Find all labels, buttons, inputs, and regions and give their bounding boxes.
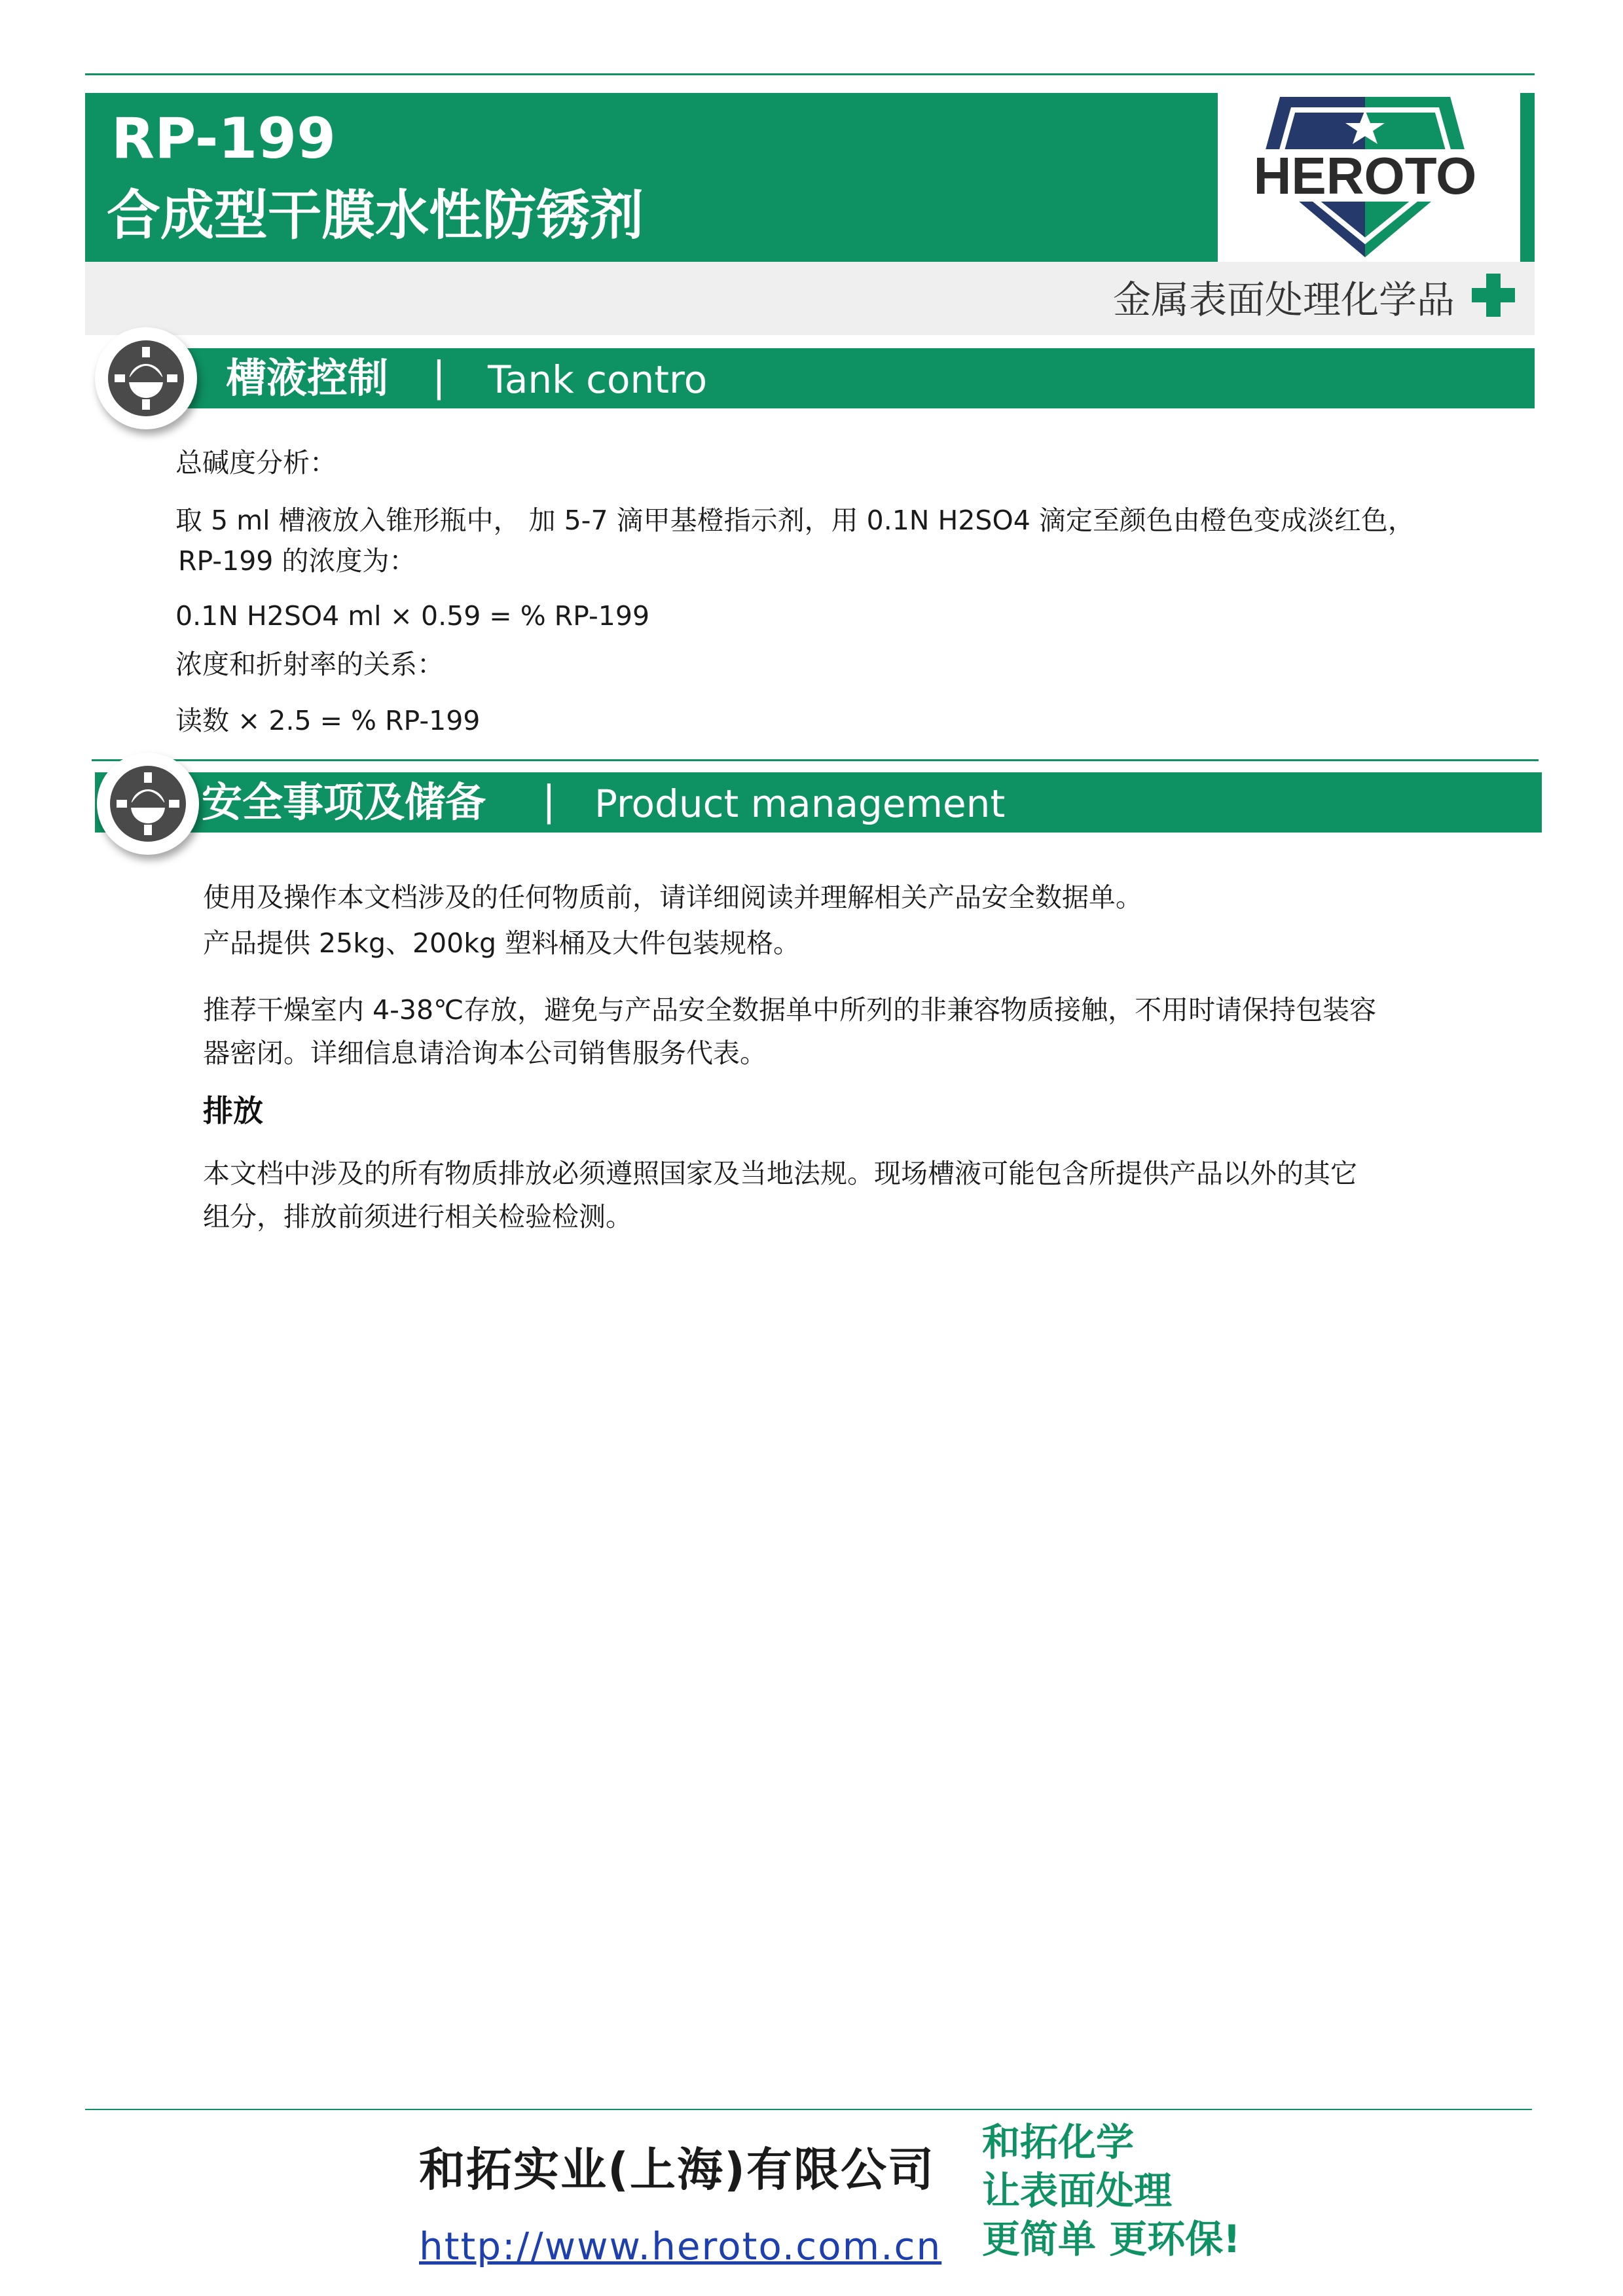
- discharge-line-2: 组分，排放前须进行相关检验检测。: [203, 1201, 632, 1232]
- product-name: 合成型干膜水性防锈剂: [107, 185, 644, 247]
- gear-helmet-icon: [95, 327, 197, 429]
- tank-line-5: 浓度和折射率的关系：: [175, 649, 444, 680]
- discharge-line-1: 本文档中涉及的所有物质排放必须遵照国家及当地法规。现场槽液可能包含所提供产品以外的其它: [203, 1158, 1357, 1189]
- safety-line-2: 产品提供 25kg、200kg 塑料桶及大件包装规格。: [203, 927, 801, 959]
- section-divider: [92, 759, 1539, 761]
- shield-star-logo-icon: [1228, 84, 1503, 267]
- section-title-safety-cn: 安全事项及储备: [202, 778, 486, 826]
- heroto-logo: [1228, 84, 1503, 267]
- section-title-separator: |: [432, 353, 446, 401]
- footer-website-link[interactable]: http://www.heroto.com.cn: [419, 2224, 942, 2269]
- tank-line-3: RP-199 的浓度为：: [178, 545, 416, 577]
- tank-line-1: 总碱度分析：: [175, 447, 337, 478]
- section-icon-circle: [97, 753, 199, 855]
- discharge-heading: 排放: [203, 1093, 263, 1128]
- tank-line-2: 取 5 ml 槽液放入锥形瓶中， 加 5-7 滴甲基橙指示剂，用 0.1N H2SO4 滴定至颜色由橙色变成淡红色，: [175, 505, 1415, 536]
- category-label: 金属表面处理化学品: [1113, 278, 1455, 322]
- header-accent-bar: [1520, 93, 1535, 262]
- footer-slogan-line-1: 和拓化学: [982, 2120, 1135, 2164]
- section-icon-circle: [95, 327, 197, 429]
- section-title-safety-en: Product management: [594, 781, 1006, 826]
- section-title-separator: |: [542, 777, 556, 825]
- footer-slogan-line-3: 更简单 更环保!: [982, 2217, 1241, 2261]
- footer-slogan-line-2: 让表面处理: [982, 2168, 1173, 2213]
- plus-icon: [1472, 274, 1515, 317]
- tank-line-6: 读数 × 2.5 = % RP-199: [175, 705, 481, 736]
- safety-line-4: 器密闭。详细信息请洽询本公司销售服务代表。: [203, 1037, 767, 1069]
- section-title-tank-control-cn: 槽液控制: [226, 354, 389, 402]
- product-code: RP-199: [111, 106, 336, 171]
- top-rule: [85, 73, 1535, 75]
- gear-helmet-icon: [97, 753, 199, 855]
- logo-text: HEROTO: [1253, 147, 1477, 205]
- footer-company-name: 和拓实业(上海)有限公司: [419, 2143, 935, 2197]
- safety-line-3: 推荐干燥室内 4-38℃存放，避免与产品安全数据单中所列的非兼容物质接触，不用时请保持包装容: [203, 994, 1377, 1026]
- footer-rule: [85, 2109, 1532, 2110]
- safety-line-1: 使用及操作本文档涉及的任何物质前，请详细阅读并理解相关产品安全数据单。: [203, 882, 1142, 913]
- tank-line-4: 0.1N H2SO4 ml × 0.59 = % RP-199: [175, 600, 650, 632]
- section-title-tank-control-en: Tank contro: [488, 357, 708, 402]
